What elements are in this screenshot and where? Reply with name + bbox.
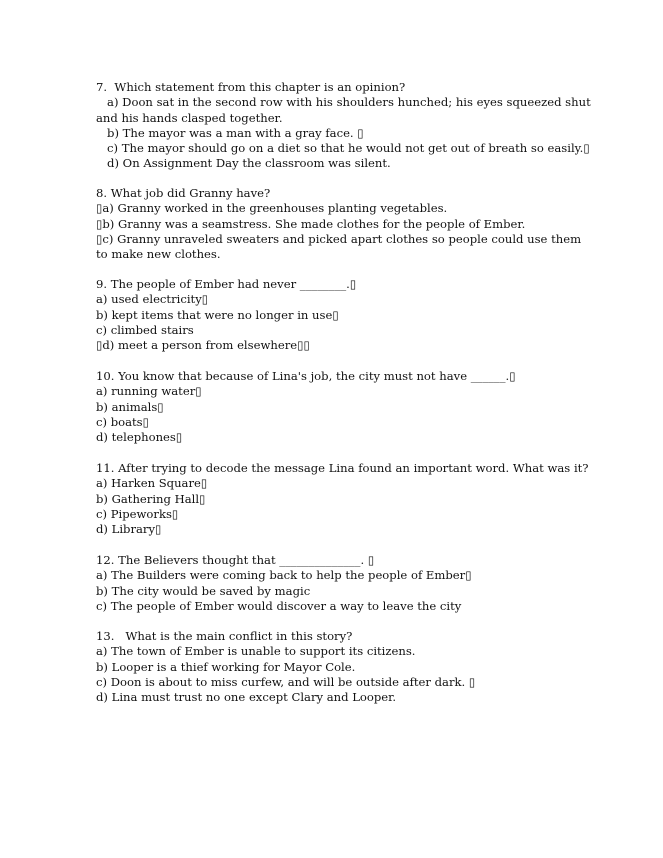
question-10-option-d: d) telephones▯ — [96, 430, 183, 445]
question-9-option-b: b) kept items that were no longer in use▯ — [96, 307, 339, 322]
question-7-option-a: a) Doon sat in the second row with his shoulders hunched; his eyes squeezed shut — [96, 95, 591, 110]
question-9-option-c: c) climbed stairs — [96, 322, 194, 337]
question-11-option-c: c) Pipeworks▯ — [96, 506, 179, 521]
question-12-option-b: b) The city would be saved by magic — [96, 583, 311, 598]
question-7-option-b: b) The mayor was a man with a gray face. ▯ — [96, 125, 364, 140]
question-8-prompt: 8. What job did Granny have? — [96, 186, 271, 200]
question-10-prompt: 10. You know that because of Lina's job, the city must not have ______.▯ — [96, 369, 516, 383]
question-10 — [96, 369, 576, 445]
question-11-prompt: 11. After trying to decode the message Lina found an important word. What was it? — [96, 461, 589, 475]
question-10-option-c: c) boats▯ — [96, 414, 150, 429]
question-7-option-a-cont: and his hands clasped together. — [96, 110, 283, 125]
question-12-prompt: 12. The Believers thought that ______________. ▯ — [96, 553, 375, 567]
question-9 — [96, 277, 576, 353]
question-13-prompt: 13. What is the main conflict in this story? — [96, 629, 353, 643]
question-11-option-b: b) Gathering Hall▯ — [96, 491, 206, 506]
question-9-option-a: a) used electricity▯ — [96, 292, 209, 307]
question-13 — [96, 629, 576, 705]
question-9-option-d: ▯d) meet a person from elsewhere▯▯ — [96, 338, 310, 353]
question-7 — [96, 80, 591, 172]
question-8 — [96, 186, 582, 262]
question-9-prompt: 9. The people of Ember had never ________.▯ — [96, 277, 357, 291]
question-11-option-a: a) Harken Square▯ — [96, 476, 208, 491]
question-8-option-a: ▯a) Granny worked in the greenhouses planting vegetables. — [96, 201, 448, 216]
question-7-option-c: c) The mayor should go on a diet so that he would not get out of breath so easily.▯ — [96, 141, 590, 156]
question-11-option-d: d) Library▯ — [96, 522, 162, 537]
question-13-option-c: c) Doon is about to miss curfew, and will be outside after dark. ▯ — [96, 674, 476, 689]
question-13-option-d: d) Lina must trust no one except Clary and Looper. — [96, 690, 397, 705]
question-12-option-c: c) The people of Ember would discover a way to leave the city — [96, 598, 462, 613]
question-8-option-b: ▯b) Granny was a seamstress. She made clothes for the people of Ember. — [96, 216, 526, 231]
question-10-option-a: a) running water▯ — [96, 384, 202, 399]
question-12-option-a: a) The Builders were coming back to help the people of Ember▯ — [96, 568, 472, 583]
question-12 — [96, 553, 576, 614]
question-13-option-a: a) The town of Ember is unable to support its citizens. — [96, 644, 416, 659]
question-13-option-b: b) Looper is a thief working for Mayor Cole. — [96, 659, 356, 674]
question-7-prompt: 7. Which statement from this chapter is an opinion? — [96, 80, 406, 94]
question-10-option-b: b) animals▯ — [96, 399, 164, 414]
question-8-option-c-cont: to make new clothes. — [96, 247, 221, 262]
question-7-option-d: d) On Assignment Day the classroom was silent. — [96, 156, 391, 171]
question-11 — [96, 461, 589, 537]
question-8-option-c: ▯c) Granny unraveled sweaters and picked apart clothes so people could use them — [96, 231, 582, 246]
